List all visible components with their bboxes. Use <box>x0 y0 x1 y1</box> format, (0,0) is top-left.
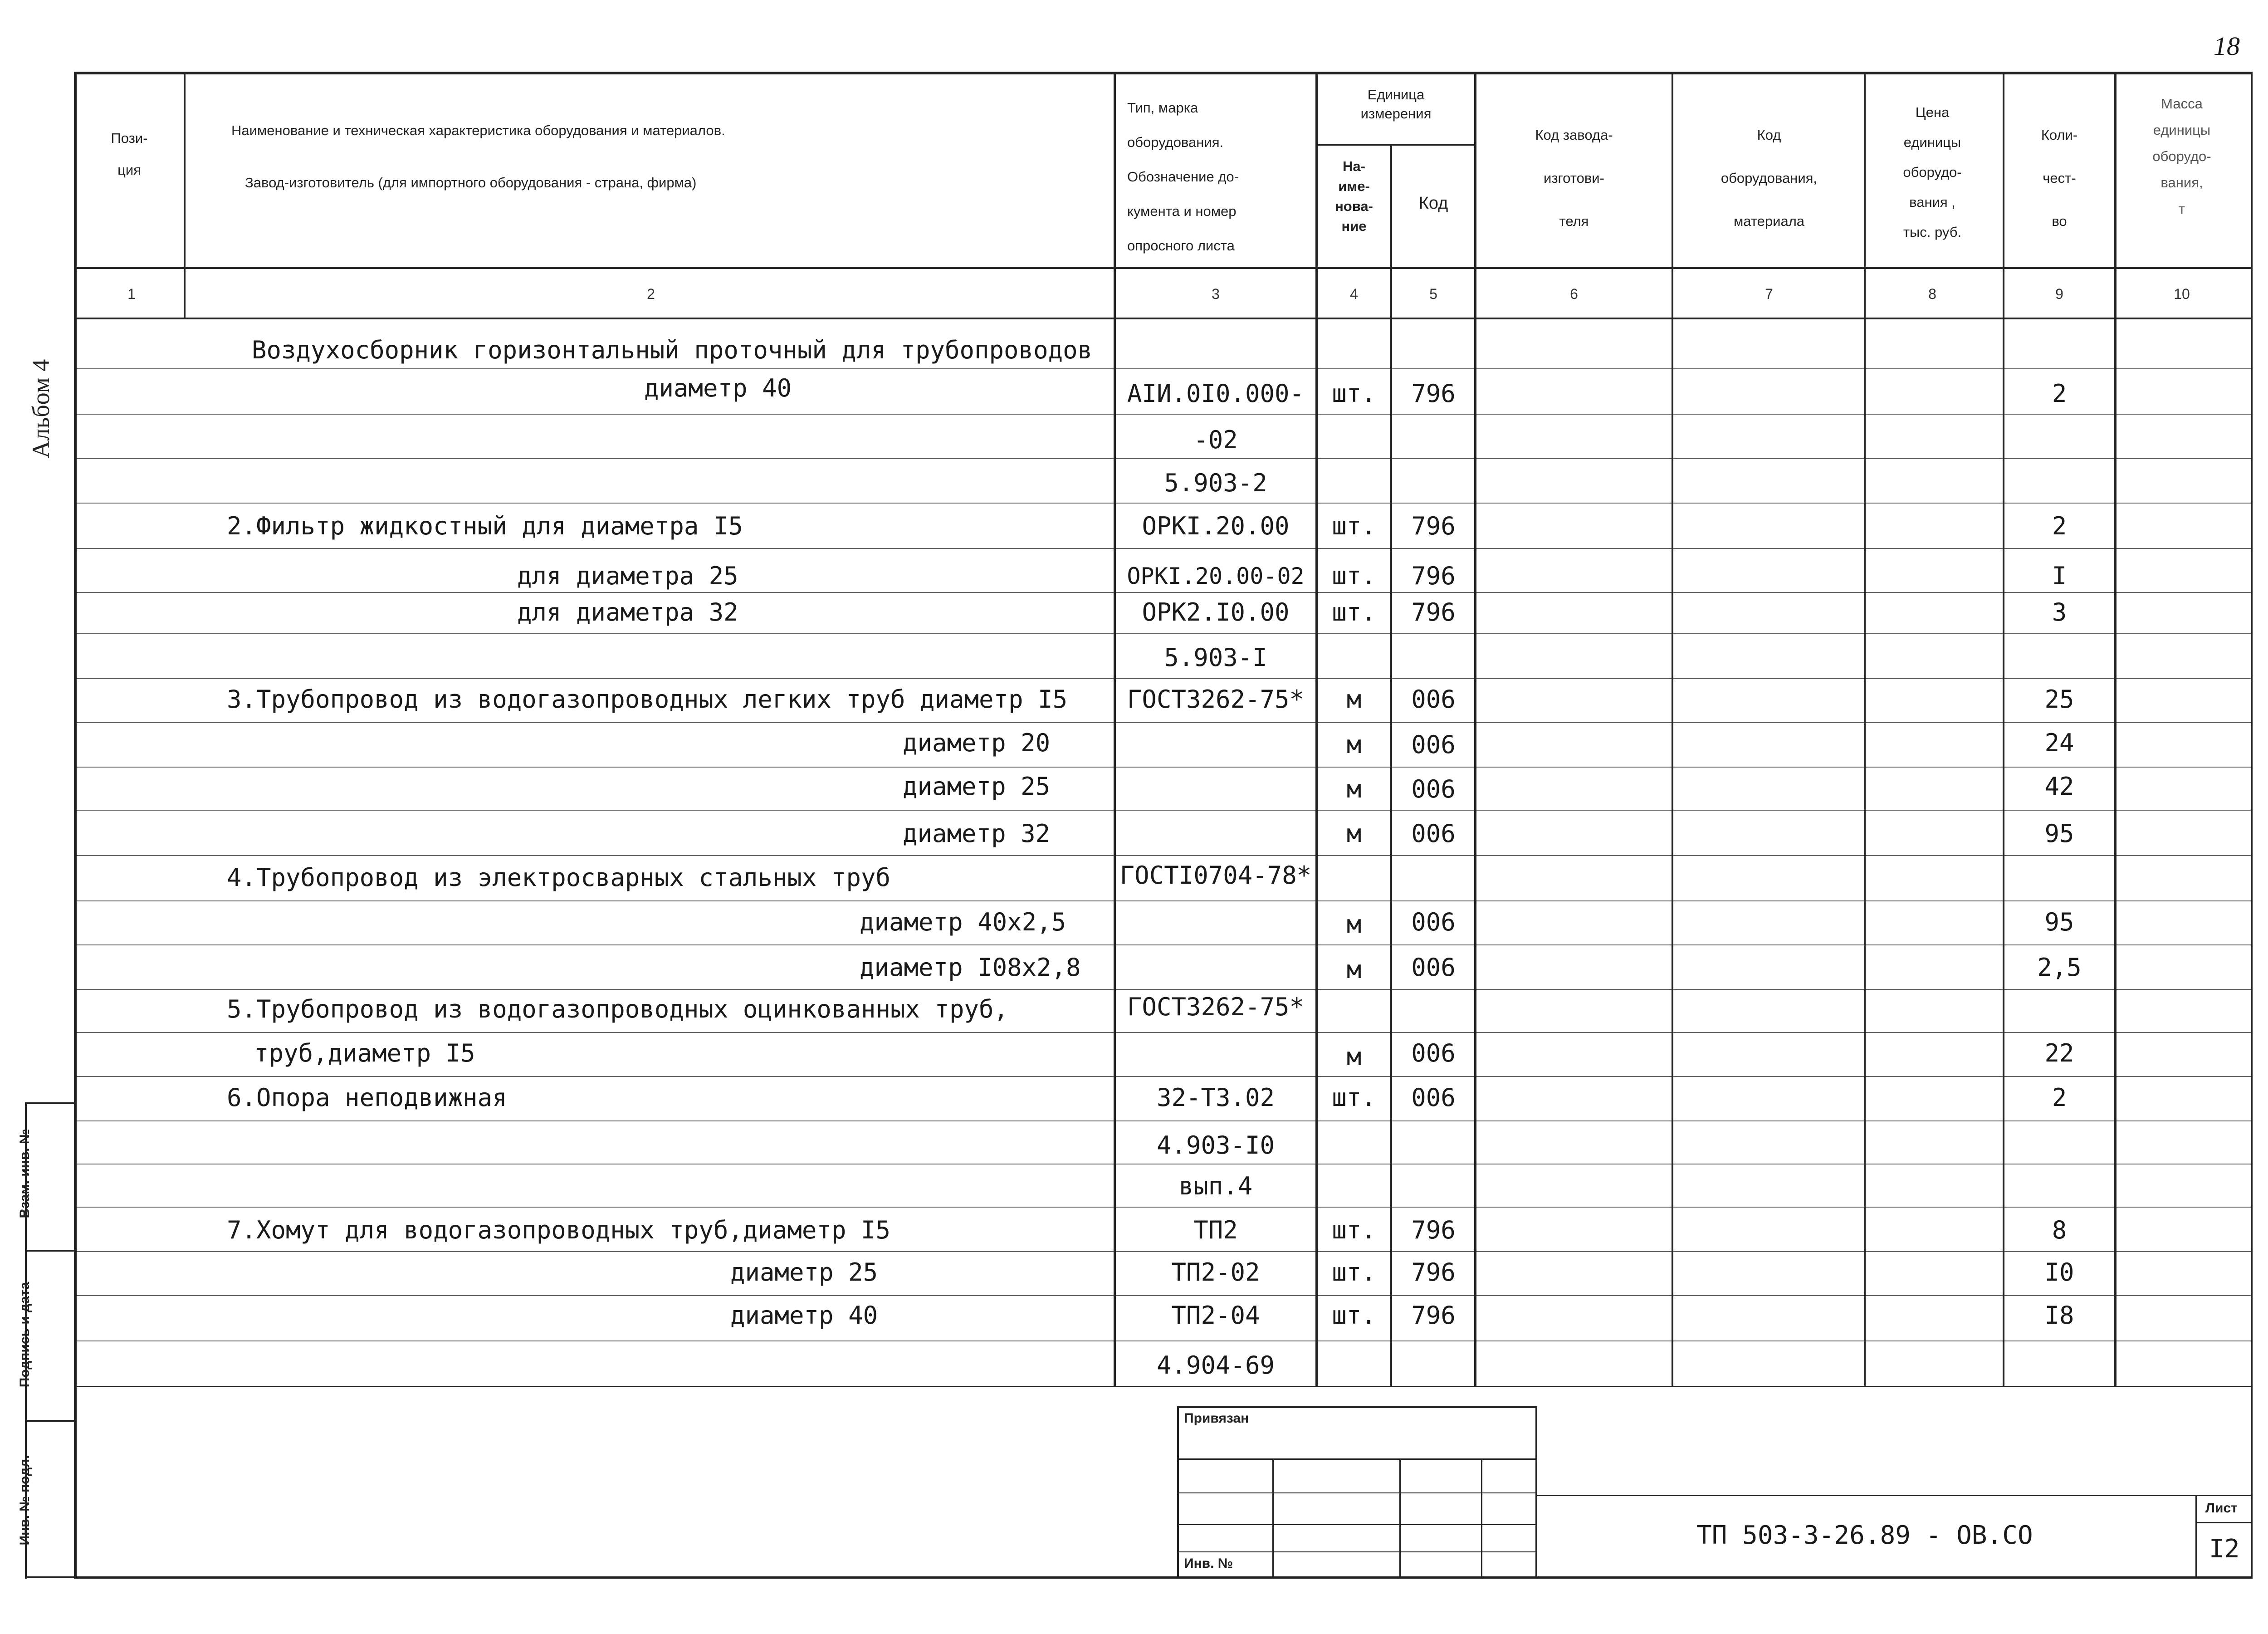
col-number-9: 9 <box>2055 286 2063 302</box>
row-name: диаметр I08х2,8 <box>860 953 1081 982</box>
row-type: ГОСТ3262-75* <box>1127 685 1305 714</box>
col-number-2: 2 <box>647 286 655 302</box>
row-code: 796 <box>1411 598 1456 626</box>
row-qty: 2 <box>2052 1083 2067 1112</box>
header-col-5: Код <box>1418 194 1448 213</box>
row-name: диаметр 40 <box>730 1301 878 1330</box>
row-name: для диаметра 32 <box>517 598 738 626</box>
row-unit: шт. <box>1332 1301 1376 1330</box>
row-qty: 95 <box>2044 908 2074 936</box>
row-name: диаметр 25 <box>903 772 1051 801</box>
row-unit: м <box>1346 730 1362 759</box>
row-code: 006 <box>1411 953 1456 982</box>
col-number-3: 3 <box>1212 286 1220 302</box>
row-name: диаметр 32 <box>903 819 1051 848</box>
row-code: 006 <box>1411 775 1456 803</box>
row-code: 006 <box>1411 1039 1456 1067</box>
row-qty: 2 <box>2052 512 2067 540</box>
row-qty: 8 <box>2052 1216 2067 1244</box>
col-number-5: 5 <box>1429 286 1437 302</box>
header-col-2-line-2: Завод-изготовитель (для импортного оборудования - страна, фирма) <box>245 175 697 191</box>
row-name: 7.Хомут для водогазопроводных труб,диаметр I5 <box>227 1216 890 1244</box>
row-type: 4.903-I0 <box>1156 1131 1275 1159</box>
row-unit: шт. <box>1332 512 1376 540</box>
col-number-6: 6 <box>1570 286 1578 302</box>
header-col-8: Цена единицы оборудо- вания , тыс. руб. <box>1903 104 1962 240</box>
row-name: диаметр 25 <box>730 1258 878 1287</box>
row-type: 32-Т3.02 <box>1156 1083 1275 1112</box>
row-name: 3.Трубопровод из водогазопроводных легких труб диаметр I5 <box>227 685 1068 714</box>
row-qty: I8 <box>2044 1301 2074 1330</box>
col-number-10: 10 <box>2174 286 2190 302</box>
row-type: 4.904-69 <box>1156 1351 1275 1380</box>
row-type: ТП2-02 <box>1171 1258 1260 1287</box>
col-number-8: 8 <box>1928 286 1936 302</box>
header-col-1: Пози- ция <box>111 130 148 178</box>
row-unit: шт. <box>1332 562 1376 590</box>
sidebar-vzam-inv: Взам. инв. № <box>17 1129 32 1218</box>
row-type: ТП2 <box>1193 1216 1238 1244</box>
row-qty: 22 <box>2044 1039 2074 1067</box>
row-qty: I <box>2052 562 2067 590</box>
row-code: 796 <box>1411 1258 1456 1287</box>
row-unit: м <box>1346 685 1362 714</box>
row-type: ГОСТ3262-75* <box>1127 993 1305 1021</box>
header-unit-group: Единица измерения <box>1360 87 1432 122</box>
row-name: диаметр 40х2,5 <box>860 908 1066 936</box>
row-type: ГОСТI0704-78* <box>1119 861 1312 890</box>
row-type: 5.903-2 <box>1164 469 1267 497</box>
row-unit: м <box>1346 775 1362 803</box>
row-name: для диаметра 25 <box>517 562 738 590</box>
row-code: 796 <box>1411 1301 1456 1330</box>
stamp-list-label: Лист <box>2205 1501 2238 1516</box>
row-type: ОРКI.20.00 <box>1142 512 1290 540</box>
stamp-inv-no: Инв. № <box>1184 1556 1233 1571</box>
row-code: 006 <box>1411 1083 1456 1112</box>
row-name: Воздухосборник горизонтальный проточный для трубопроводов <box>252 336 1093 364</box>
row-unit: м <box>1346 819 1362 848</box>
header-col-3: Тип, марка оборудования. Обозначение до- кумента и номер опросного листа <box>1127 100 1239 254</box>
row-qty: 42 <box>2044 772 2074 801</box>
row-qty: 2,5 <box>2037 953 2082 982</box>
row-unit: шт. <box>1332 1083 1376 1112</box>
row-name: 2.Фильтр жидкостный для диаметра I5 <box>227 512 743 540</box>
row-name: диаметр 20 <box>903 729 1051 757</box>
row-code: 796 <box>1411 512 1456 540</box>
row-unit: шт. <box>1332 379 1376 408</box>
row-name: диаметр 40 <box>644 374 792 402</box>
row-code: 006 <box>1411 685 1456 714</box>
row-unit: м <box>1346 955 1362 984</box>
header-col-6: Код завода- изготови- теля <box>1535 127 1613 229</box>
sidebar-inv-podl: Инв. № подл. <box>17 1455 32 1546</box>
row-qty: 95 <box>2044 819 2074 848</box>
row-type: -02 <box>1193 426 1238 454</box>
row-code: 006 <box>1411 908 1456 936</box>
row-unit: шт. <box>1332 1258 1376 1287</box>
row-name: 6.Опора неподвижная <box>227 1083 507 1112</box>
col-number-4: 4 <box>1350 286 1358 302</box>
stamp-list-number: I2 <box>2209 1534 2240 1564</box>
row-unit: шт. <box>1332 1216 1376 1244</box>
row-type: 5.903-I <box>1164 643 1267 672</box>
row-unit: м <box>1346 1042 1362 1071</box>
album-label: Альбом 4 <box>27 359 54 459</box>
row-code: 796 <box>1411 379 1456 408</box>
sidebar-podpis-data: Подпись и дата <box>17 1282 32 1388</box>
row-code: 796 <box>1411 562 1456 590</box>
header-col-2-line-1: Наименование и техническая характеристика оборудования и материалов. <box>231 122 725 138</box>
row-code: 796 <box>1411 1216 1456 1244</box>
row-qty: 2 <box>2052 379 2067 408</box>
row-code: 006 <box>1411 819 1456 848</box>
row-name: 4.Трубопровод из электросварных стальных труб <box>227 863 890 892</box>
stamp-document-code: ТП 503-3-26.89 - ОВ.СО <box>1696 1521 2033 1550</box>
row-type: ТП2-04 <box>1171 1301 1260 1330</box>
row-name: труб,диаметр I5 <box>254 1039 475 1067</box>
row-qty: 3 <box>2052 598 2067 626</box>
page-number: 18 <box>2214 31 2240 61</box>
header-col-7: Код оборудования, материала <box>1721 127 1818 229</box>
stamp-privyazan: Привязан <box>1184 1411 1249 1426</box>
row-type: ОРКI.20.00-02 <box>1127 563 1305 589</box>
col-number-1: 1 <box>127 286 136 302</box>
row-code: 006 <box>1411 730 1456 759</box>
row-type: ОРК2.I0.00 <box>1142 598 1290 626</box>
row-qty: I0 <box>2044 1258 2074 1287</box>
row-unit: шт. <box>1332 598 1376 626</box>
col-number-7: 7 <box>1765 286 1773 302</box>
row-qty: 24 <box>2044 729 2074 757</box>
header-col-4: На- име- нова- ние <box>1335 158 1373 234</box>
row-name: 5.Трубопровод из водогазопроводных оцинкованных труб, <box>227 995 1009 1023</box>
header-col-10: Масса единицы оборудо- вания, т <box>2152 96 2211 217</box>
row-unit: м <box>1346 910 1362 939</box>
row-qty: 25 <box>2044 685 2074 714</box>
row-type: вып.4 <box>1178 1172 1253 1200</box>
row-type: АIИ.0I0.000- <box>1127 379 1305 408</box>
header-col-9: Коли- чест- во <box>2041 127 2078 229</box>
